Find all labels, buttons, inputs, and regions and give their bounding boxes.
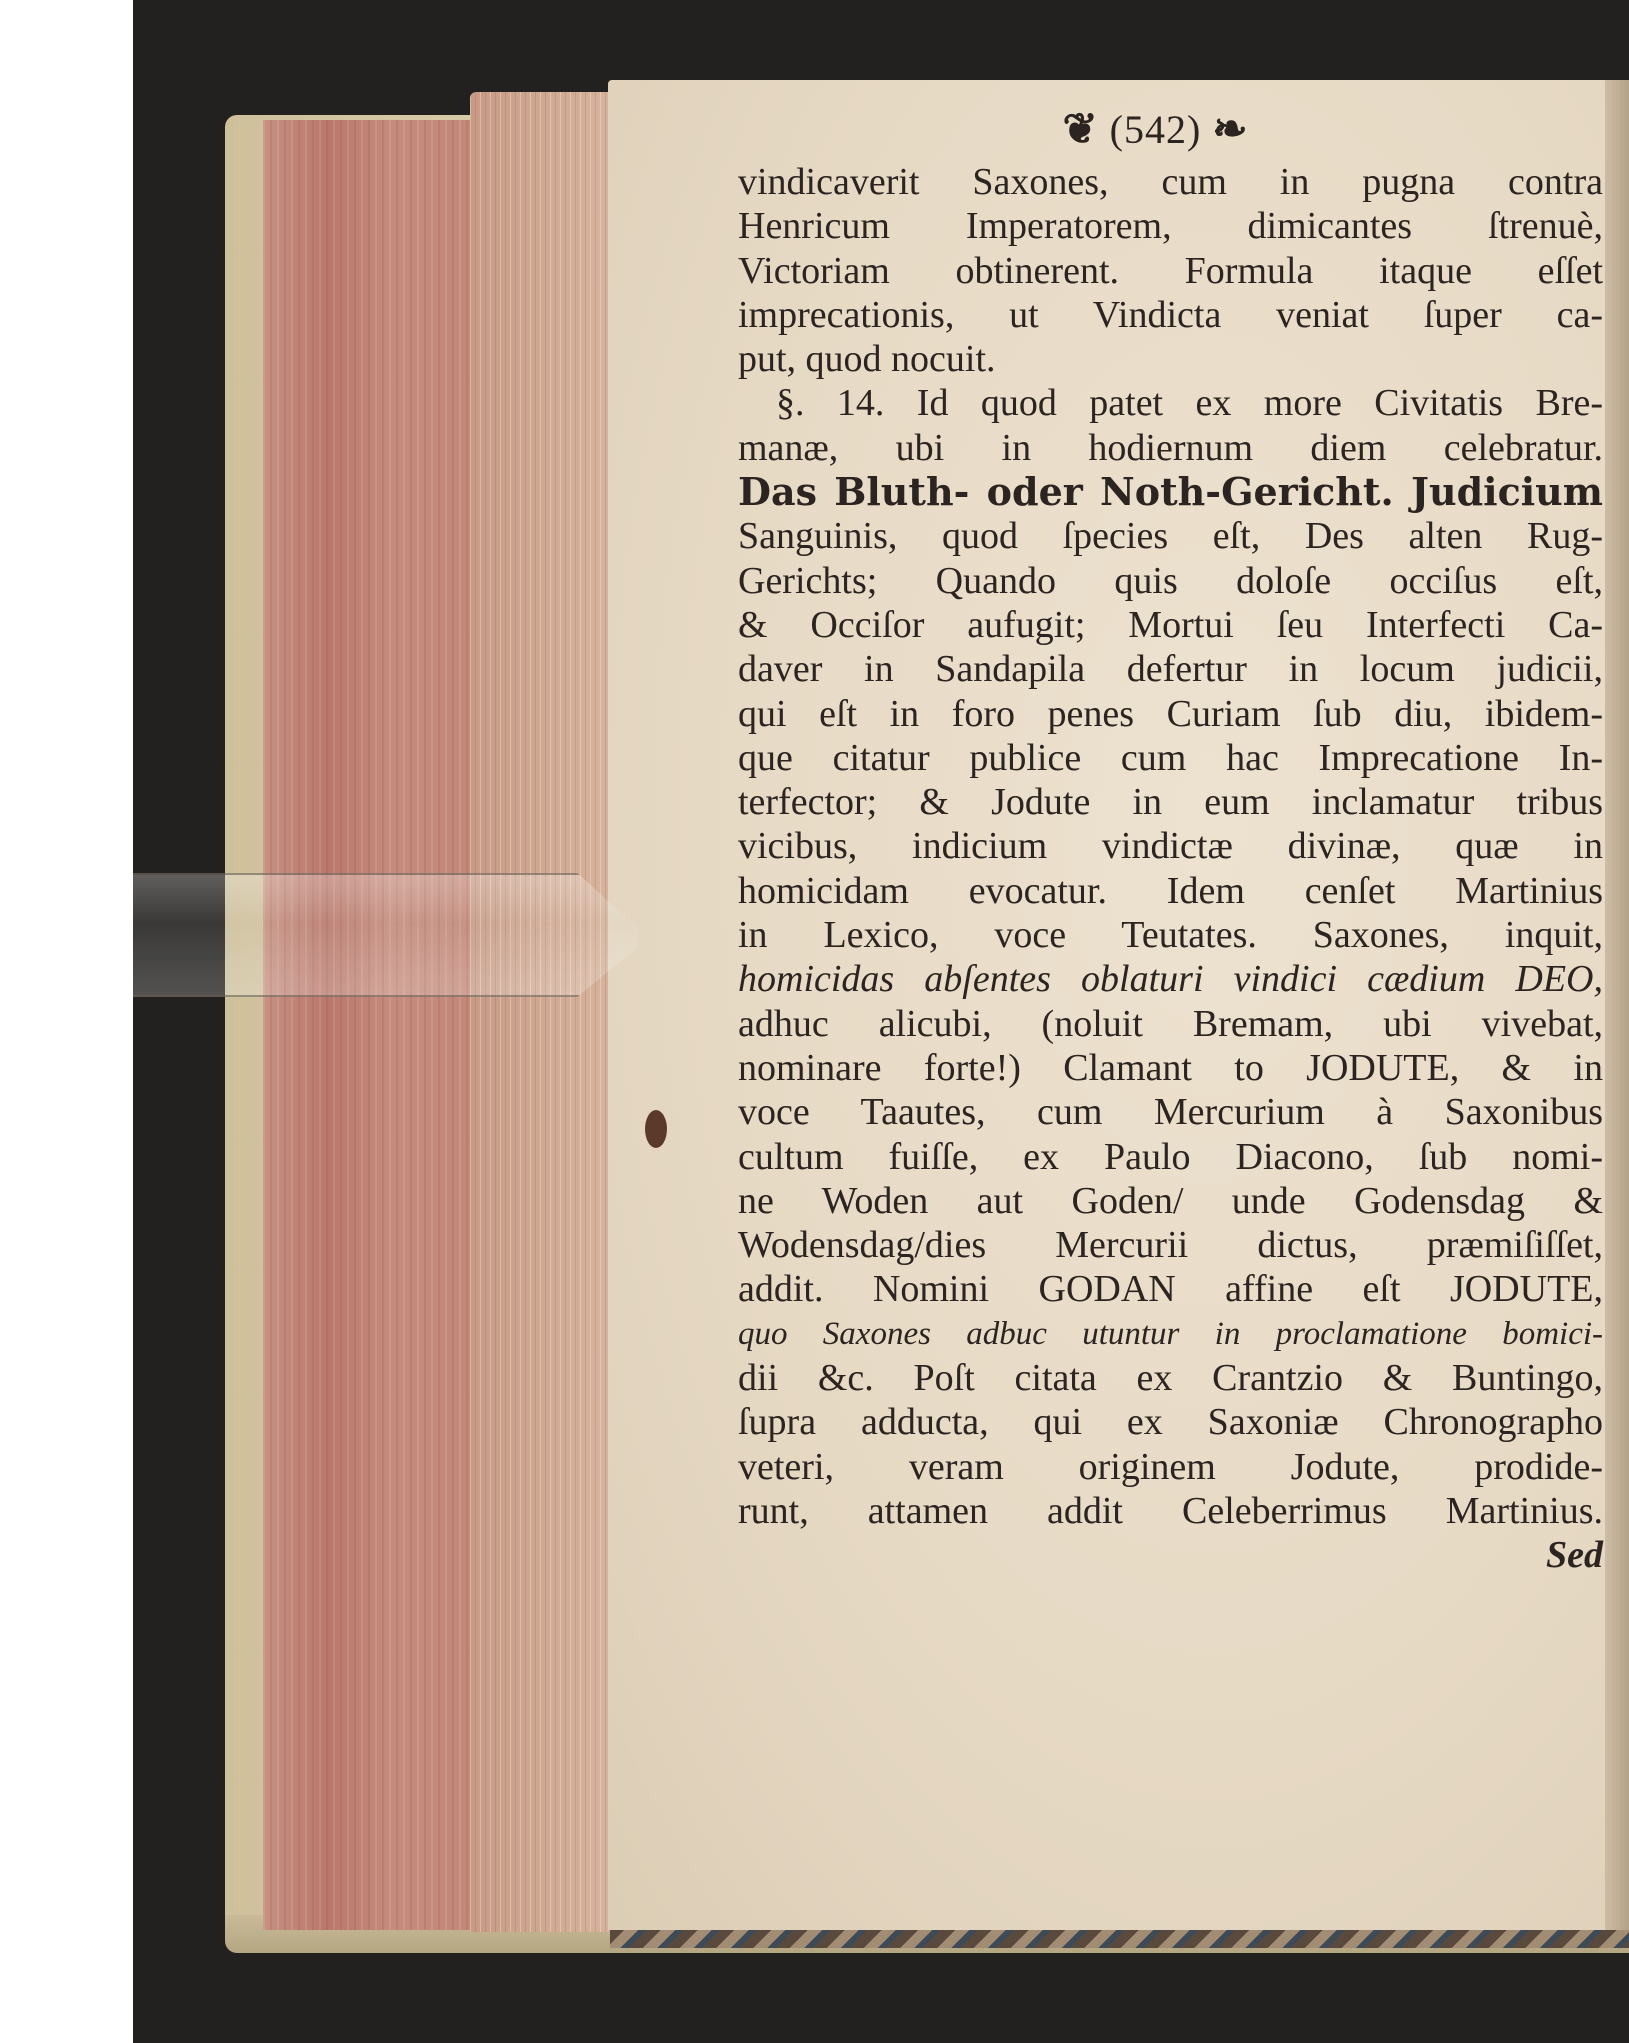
page-number: (542) <box>1109 107 1202 152</box>
text-line: & Occiſor aufugit; Mortui ſeu Interfecti Ca- <box>738 603 1603 646</box>
italic-line: quo Saxones adbuc utuntur in proclamatione bomici- <box>738 1315 1603 1352</box>
text-line: terfector; & Jodute in eum inclamatur tribus <box>738 781 1603 824</box>
text-line: Victoriam obtinerent. Formula itaque eſſet <box>738 249 1603 292</box>
italic-line: homicidas abſentes oblaturi vindici cædium DEO, <box>738 958 1603 1001</box>
blackletter-line: Das Bluth- oder Noth-Gericht. Judicium <box>738 469 1603 515</box>
text-line: ſupra adducta, qui ex Saxoniæ Chronographo <box>738 1401 1603 1444</box>
page-text <box>738 100 1603 1578</box>
ink-stain <box>645 1110 667 1148</box>
page-gutter <box>1605 80 1629 1930</box>
text-line: dii &c. Poſt citata ex Crantzio & Buntingo, <box>738 1357 1603 1400</box>
page-header <box>708 100 1603 160</box>
text-line: addit. Nomini GODAN affine eſt JODUTE, <box>738 1268 1603 1311</box>
bookmark-clip <box>133 873 638 997</box>
text-line: qui eſt in foro penes Curiam ſub diu, ibidem- <box>738 692 1603 735</box>
text-line: que citatur publice cum hac Imprecatione In- <box>738 736 1603 779</box>
text-line: Henricum Imperatorem, dimicantes ſtrenuè, <box>738 205 1603 248</box>
page-block-edge-inner <box>470 92 610 1932</box>
text-line: Gerichts; Quando quis doloſe occiſus eſt, <box>738 559 1603 602</box>
text-line: Sanguinis, quod ſpecies eſt, Des alten Rug- <box>738 515 1603 558</box>
text-line: voce Taautes, cum Mercurium à Saxonibus <box>738 1091 1603 1134</box>
text-line: homicidam evocatur. Idem cenſet Martinius <box>738 869 1603 912</box>
text-line: in Lexico, voce Teutates. Saxones, inquit, <box>738 914 1603 957</box>
left-margin-strip <box>0 0 133 2043</box>
text-line: put, quod nocuit. <box>738 338 996 381</box>
ornament-right-icon: ❧ <box>1212 107 1249 153</box>
text-line: manæ, ubi in hodiernum diem celebratur. <box>738 426 1603 469</box>
text-line: veteri, veram originem Jodute, prodide- <box>738 1445 1603 1488</box>
catchword: Sed <box>1546 1534 1603 1577</box>
headband <box>610 1930 1629 1948</box>
text-line: cultum fuiſſe, ex Paulo Diacono, ſub nomi- <box>738 1135 1603 1178</box>
page-block-edge <box>263 120 478 1930</box>
text-line: Wodensdag/dies Mercurii dictus, præmiſiſſet, <box>738 1224 1603 1267</box>
text-line: adhuc alicubi, (noluit Bremam, ubi vivebat, <box>738 1002 1603 1045</box>
text-line: imprecationis, ut Vindicta veniat ſuper ca- <box>738 293 1603 336</box>
ornament-left-icon: ❦ <box>1062 107 1099 153</box>
text-line: nominare forte!) Clamant to JODUTE, & in <box>738 1046 1603 1089</box>
text-line: runt, attamen addit Celeberrimus Martinius. <box>738 1489 1603 1532</box>
text-line: vindicaverit Saxones, cum in pugna contra <box>738 161 1603 203</box>
section-line: §. 14. Id quod patet ex more Civitatis Bre- <box>776 382 1603 425</box>
text-line: daver in Sandapila defertur in locum judicii, <box>738 648 1603 691</box>
text-line: vicibus, indicium vindictæ divinæ, quæ in <box>738 825 1603 868</box>
text-line: ne Woden aut Goden/ unde Godensdag & <box>738 1179 1603 1222</box>
